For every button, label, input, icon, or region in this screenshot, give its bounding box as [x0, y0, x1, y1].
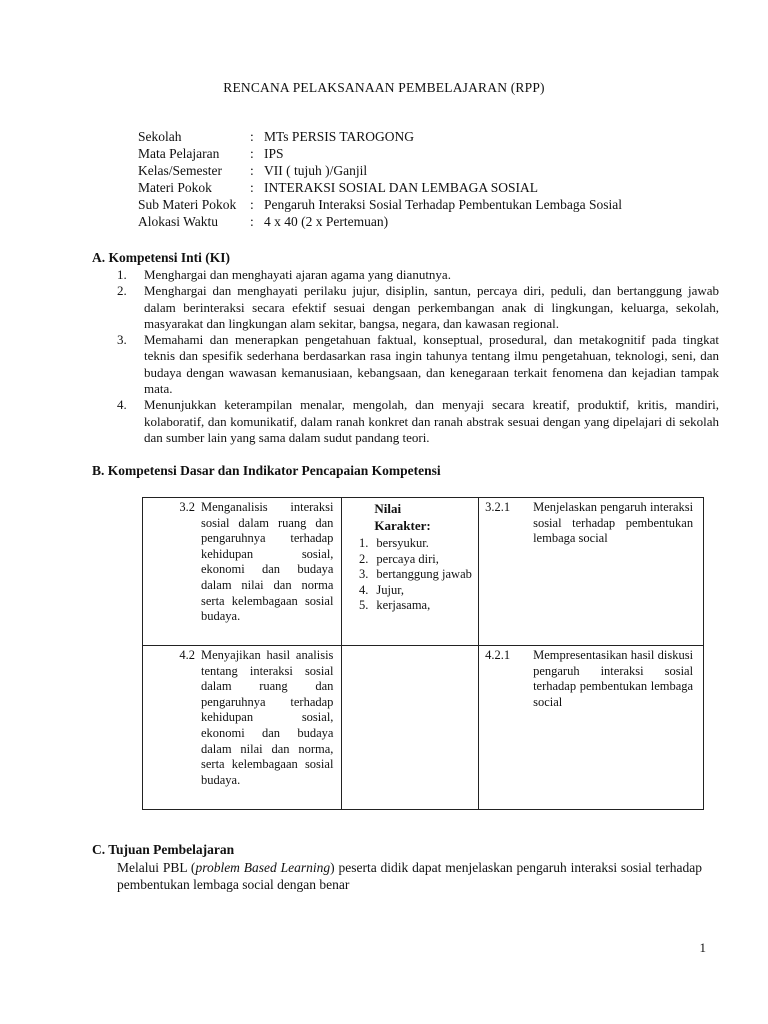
list-item [342, 536, 478, 552]
nilai-karakter-cell [342, 498, 479, 646]
identity-label: Alokasi Waktu [138, 214, 219, 229]
identity-row [138, 162, 622, 179]
kd-text: Menganalisis interaksi sosial dalam ruang dan pengaruhnya terhadap kehidupan sosial, ekonomi dan budaya dalam nilai dan norma serta kelembagaan sosial budaya. [201, 500, 334, 624]
list-number: 2. [117, 283, 127, 299]
list-number: 2. [359, 551, 369, 566]
list-item [117, 332, 719, 397]
identity-value: VII ( tujuh )/Ganjil [264, 163, 368, 178]
indicator-cell [479, 498, 704, 646]
learning-objective [117, 859, 702, 893]
identity-label: Sub Materi Pokok [138, 197, 237, 212]
identity-label: Materi Pokok [138, 180, 212, 195]
list-text: Menghargai dan menghayati perilaku jujur, disiplin, santun, percaya diri, peduli, dan bertanggung jawab dalam berinteraksi secara efektif sesuai dengan perkembangan anak di lingkungan, keluarga, sekolah, masyarakat dan lingkungan alam sekitar, bangsa, negara, dan kawasan regional. [144, 283, 719, 331]
list-item [342, 598, 478, 614]
objective-italic: problem Based Learning [195, 860, 331, 875]
list-text: Menunjukkan keterampilan menalar, mengolah, dan menyaji secara kreatif, produktif, kritis, mandiri, kolaboratif, dan komunikatif, dalam ranah konkret dan ranah abstrak sesuai dengan yang dipelajari di sekolah dan sumber lain yang sama dalam sudut pandang teori. [144, 397, 719, 445]
list-text: bertanggung jawab [376, 567, 472, 582]
ki-list [117, 267, 719, 446]
identity-value: IPS [264, 146, 284, 161]
objective-text-1: Melalui PBL ( [117, 860, 196, 875]
list-number: 4. [359, 582, 369, 597]
indicator-code: 3.2.1 [485, 500, 511, 514]
identity-value: Pengaruh Interaksi Sosial Terhadap Pembentukan Lembaga Sosial [264, 197, 622, 212]
section-c-heading: C. Tujuan Pembelajaran [92, 842, 235, 857]
identity-colon: : [250, 197, 254, 212]
competency-table [142, 497, 704, 810]
list-item [117, 283, 719, 332]
indicator-text: Mempresentasikan hasil diskusi pengaruh interaksi sosial terhadap pembentukan lembaga social [533, 648, 694, 709]
identity-label: Mata Pelajaran [138, 146, 220, 161]
indicator-text: Menjelaskan pengaruh interaksi sosial terhadap pembentukan lembaga social [533, 500, 694, 546]
identity-value: 4 x 40 (2 x Pertemuan) [264, 214, 389, 229]
identity-colon: : [250, 163, 254, 178]
identity-block [138, 128, 622, 230]
list-number: 3. [359, 567, 369, 582]
identity-row [138, 213, 622, 230]
identity-colon: : [250, 180, 254, 195]
identity-label: Sekolah [138, 129, 182, 144]
section-b-heading: B. Kompetensi Dasar dan Indikator Pencapaian Kompetensi [92, 463, 441, 478]
objective-text-2: ) peserta didik dapat menjelaskan pengaruh interaksi sosial terhadap pembentukan lembaga social dengan benar [117, 860, 702, 892]
kd-cell [143, 498, 342, 646]
list-item [117, 397, 719, 446]
list-item [342, 552, 478, 568]
list-item [342, 567, 478, 583]
list-text: percaya diri, [376, 551, 439, 566]
indicator-cell [479, 646, 704, 810]
indicator-code: 4.2.1 [485, 648, 511, 662]
identity-colon: : [250, 129, 254, 144]
nilai-list [342, 536, 478, 614]
empty-cell [342, 646, 479, 810]
list-text: Menghargai dan menghayati ajaran agama yang dianutnya. [144, 267, 451, 282]
list-text: bersyukur. [376, 536, 429, 550]
karakter-heading: Karakter: [374, 518, 431, 533]
list-item [342, 583, 478, 599]
list-number: 5. [359, 598, 369, 613]
table-row [143, 646, 704, 810]
kd-code: 3.2 [179, 500, 195, 514]
identity-row [138, 145, 622, 162]
list-text: Jujur, [376, 582, 405, 597]
table-row [143, 498, 704, 646]
kd-code: 4.2 [179, 648, 195, 662]
identity-label: Kelas/Semester [138, 163, 222, 178]
identity-value: MTs PERSIS TAROGONG [264, 129, 415, 144]
list-item [117, 267, 719, 283]
kd-cell [143, 646, 342, 810]
identity-row [138, 196, 622, 213]
page-title: RENCANA PELAKSANAAN PEMBELAJARAN (RPP) [223, 80, 545, 95]
list-number: 1. [359, 536, 369, 550]
page-number: 1 [699, 940, 706, 955]
identity-row [138, 128, 622, 145]
list-number: 4. [117, 397, 127, 413]
section-a-heading: A. Kompetensi Inti (KI) [92, 250, 230, 265]
nilai-heading: Nilai [374, 501, 402, 516]
list-number: 1. [117, 267, 127, 282]
identity-colon: : [250, 214, 254, 229]
identity-colon: : [250, 146, 254, 161]
list-number: 3. [117, 332, 127, 348]
list-text: kerjasama, [376, 598, 431, 613]
kd-text: Menyajikan hasil analisis tentang interaksi sosial dalam ruang dan pengaruhnya terhadap kehidupan sosial, ekonomi dan budaya dalam nilai dan norma, serta kelembagaan sosial budaya. [201, 648, 334, 787]
identity-row [138, 179, 622, 196]
identity-value: INTERAKSI SOSIAL DAN LEMBAGA SOSIAL [264, 180, 539, 195]
list-text: Memahami dan menerapkan pengetahuan faktual, konseptual, prosedural, dan metakognitif pada tingkat teknis dan spesifik sederhana berdasarkan rasa ingin tahunya tentang ilmu pengetahuan, teknologi, seni, dan budaya dengan wawasan kemanusiaan, kebangsaan, dan kenegaraan terkait fenomena dan kejadian tampak mata. [144, 332, 719, 397]
